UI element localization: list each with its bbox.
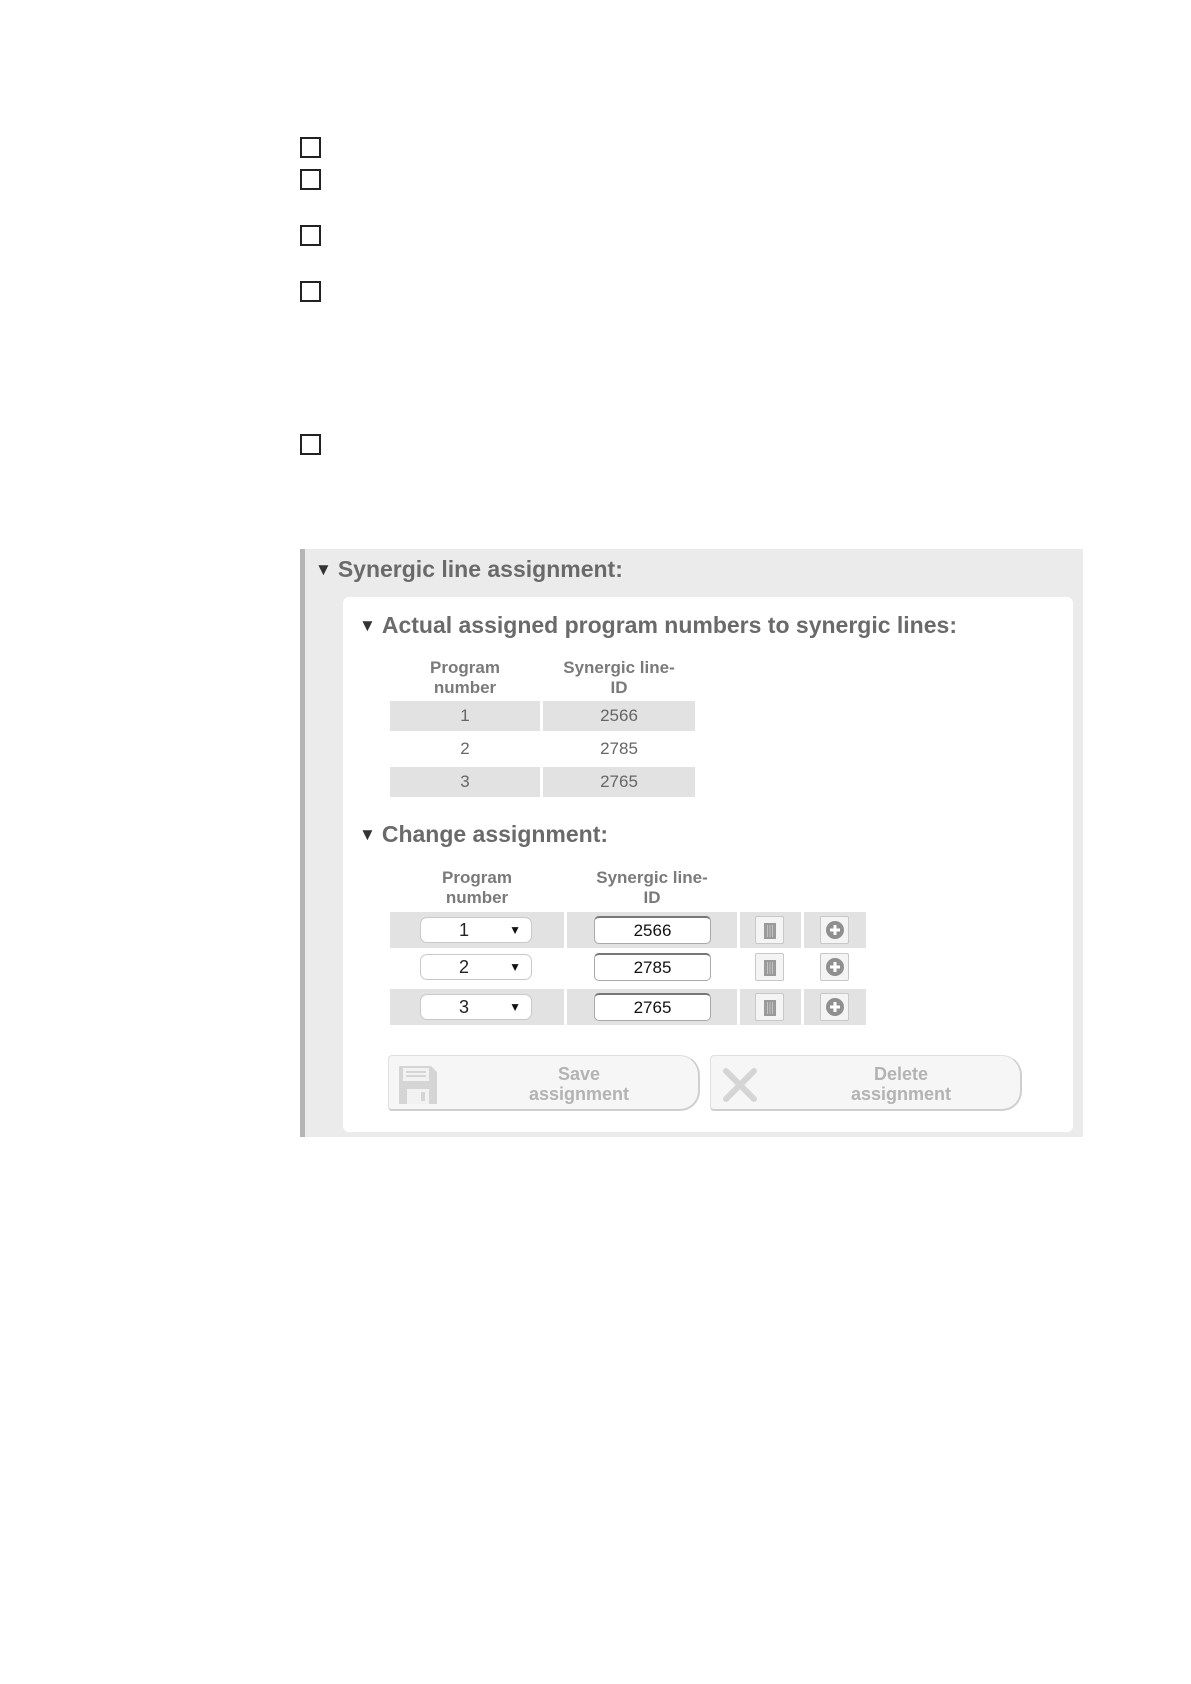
triangle-down-icon: ▼ (315, 560, 332, 579)
synergic-line-assignment-panel (300, 549, 1083, 1137)
actual-row-2-synergic: 2785 (600, 739, 638, 758)
floppy-disk-icon (397, 1064, 439, 1106)
trash-icon (763, 999, 777, 1016)
change-col-synergic-header: Synergic line- ID (596, 868, 708, 907)
synergic-input-3[interactable]: 2765 (594, 993, 711, 1021)
plus-circle-icon (825, 957, 845, 977)
section-title-synergic[interactable]: ▼ Synergic line assignment: (315, 556, 623, 582)
synergic-input-2[interactable]: 2785 (594, 953, 711, 981)
triangle-down-icon: ▼ (359, 825, 376, 844)
checkbox-4[interactable] (300, 281, 321, 302)
checkbox-5[interactable] (300, 434, 321, 455)
program-select-2[interactable]: 2 ▼ (420, 954, 532, 980)
x-icon (721, 1066, 759, 1104)
delete-assignment-label: Delete assignment (850, 1064, 952, 1104)
dropdown-arrow-icon: ▼ (509, 960, 521, 974)
dropdown-arrow-icon: ▼ (509, 923, 521, 937)
delete-row-1-button[interactable] (755, 916, 784, 944)
section-title-actual[interactable]: ▼ Actual assigned program numbers to synergic lines: (359, 612, 957, 638)
plus-circle-icon (825, 997, 845, 1017)
actual-row-3-program: 3 (390, 767, 540, 797)
delete-row-3-button[interactable] (755, 993, 784, 1021)
add-row-1-button[interactable] (820, 916, 849, 944)
trash-icon (763, 922, 777, 939)
plus-circle-icon (825, 920, 845, 940)
checkbox-3[interactable] (300, 225, 321, 246)
change-col-program-header: Program number (442, 868, 512, 907)
actual-row-2-program: 2 (460, 739, 470, 758)
checkbox-2[interactable] (300, 169, 321, 190)
add-row-3-button[interactable] (820, 993, 849, 1021)
trash-icon (763, 959, 777, 976)
delete-assignment-button[interactable] (710, 1055, 1022, 1111)
actual-col-program-header: Program number (430, 658, 500, 697)
dropdown-arrow-icon: ▼ (509, 1000, 521, 1014)
actual-row-3-synergic: 2765 (543, 767, 695, 797)
actual-col-synergic-header: Synergic line- ID (563, 658, 675, 697)
delete-row-2-button[interactable] (755, 953, 784, 981)
program-select-3[interactable]: 3 ▼ (420, 994, 532, 1020)
add-row-2-button[interactable] (820, 953, 849, 981)
triangle-down-icon: ▼ (359, 616, 376, 635)
save-assignment-button[interactable] (388, 1055, 700, 1111)
actual-row-1-program: 1 (390, 701, 540, 731)
section-title-change[interactable]: ▼ Change assignment: (359, 821, 609, 847)
inner-panel (343, 597, 1073, 1132)
checkbox-1[interactable] (300, 137, 321, 158)
actual-row-1-synergic: 2566 (543, 701, 695, 731)
program-select-1[interactable]: 1 ▼ (420, 917, 532, 943)
save-assignment-label: Save assignment (528, 1064, 630, 1104)
synergic-input-1[interactable]: 2566 (594, 916, 711, 944)
